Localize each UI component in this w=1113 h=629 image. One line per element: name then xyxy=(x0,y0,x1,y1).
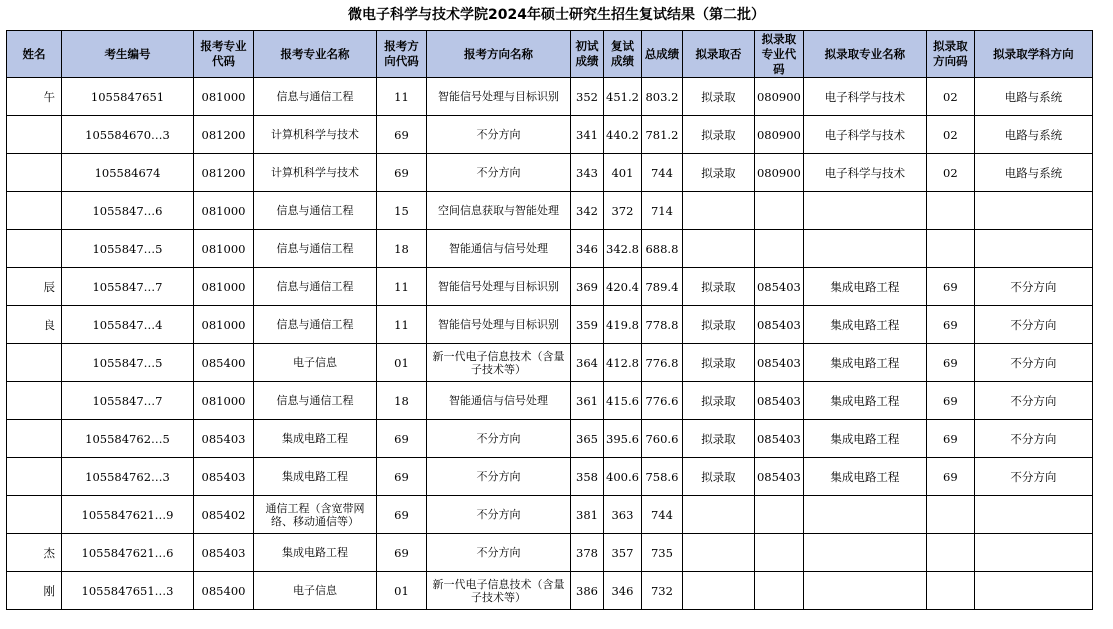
direction-code-cell: 18 xyxy=(377,382,427,420)
admit-major-name-cell xyxy=(803,192,926,230)
admit-major-code-cell: 080900 xyxy=(754,78,803,116)
admit-direction-code-cell: 69 xyxy=(926,420,974,458)
admit-direction-name-cell xyxy=(974,572,1092,610)
total-score-cell: 760.6 xyxy=(641,420,682,458)
major-name-cell: 信息与通信工程 xyxy=(254,192,377,230)
header-direction-code: 报考方向代码 xyxy=(377,31,427,78)
candidate-id-cell: 105584674 xyxy=(62,154,194,192)
direction-name-cell: 不分方向 xyxy=(427,458,571,496)
header-direction-name: 报考方向名称 xyxy=(427,31,571,78)
total-score-cell: 744 xyxy=(641,154,682,192)
admit-major-code-cell: 085403 xyxy=(754,382,803,420)
total-score-cell: 776.8 xyxy=(641,344,682,382)
candidate-id-cell: 1055847…6 xyxy=(62,192,194,230)
candidate-id-cell: 1055847651…3 xyxy=(62,572,194,610)
admit-status-cell: 拟录取 xyxy=(682,306,754,344)
major-code-cell: 085403 xyxy=(194,458,254,496)
direction-code-cell: 11 xyxy=(377,78,427,116)
name-cell: 午 xyxy=(7,78,62,116)
major-name-cell: 计算机科学与技术 xyxy=(254,154,377,192)
admit-direction-code-cell xyxy=(926,230,974,268)
candidate-id-cell: 1055847621…6 xyxy=(62,534,194,572)
admit-direction-code-cell: 69 xyxy=(926,306,974,344)
admit-direction-name-cell: 不分方向 xyxy=(974,420,1092,458)
admit-major-name-cell xyxy=(803,572,926,610)
admit-direction-name-cell: 不分方向 xyxy=(974,268,1092,306)
direction-code-cell: 18 xyxy=(377,230,427,268)
admit-major-name-cell: 电子科学与技术 xyxy=(803,116,926,154)
name-cell xyxy=(7,496,62,534)
header-admit-direction-code: 拟录取方向码 xyxy=(926,31,974,78)
retest-score-cell: 419.8 xyxy=(604,306,642,344)
total-score-cell: 781.2 xyxy=(641,116,682,154)
retest-score-cell: 400.6 xyxy=(604,458,642,496)
header-name: 姓名 xyxy=(7,31,62,78)
table-row xyxy=(7,496,1093,534)
initial-score-cell: 386 xyxy=(571,572,604,610)
candidate-id-cell: 1055847…5 xyxy=(62,230,194,268)
admit-status-cell: 拟录取 xyxy=(682,268,754,306)
retest-score-cell: 401 xyxy=(604,154,642,192)
major-name-cell: 通信工程（含宽带网络、移动通信等） xyxy=(254,496,377,534)
table-row xyxy=(7,268,1093,306)
major-code-cell: 081200 xyxy=(194,116,254,154)
admit-direction-code-cell xyxy=(926,572,974,610)
admit-direction-code-cell: 69 xyxy=(926,382,974,420)
table-row xyxy=(7,458,1093,496)
retest-score-cell: 346 xyxy=(604,572,642,610)
admit-status-cell xyxy=(682,192,754,230)
header-admit-direction-name: 拟录取学科方向 xyxy=(974,31,1092,78)
table-row xyxy=(7,344,1093,382)
admit-major-code-cell: 085403 xyxy=(754,306,803,344)
admit-major-name-cell: 电子科学与技术 xyxy=(803,78,926,116)
major-name-cell: 计算机科学与技术 xyxy=(254,116,377,154)
candidate-id-cell: 105584762…3 xyxy=(62,458,194,496)
direction-name-cell: 不分方向 xyxy=(427,154,571,192)
direction-code-cell: 69 xyxy=(377,116,427,154)
table-row xyxy=(7,78,1093,116)
header-retest-score: 复试成绩 xyxy=(604,31,642,78)
admit-status-cell xyxy=(682,534,754,572)
admit-major-name-cell: 集成电路工程 xyxy=(803,420,926,458)
admit-status-cell: 拟录取 xyxy=(682,78,754,116)
admit-major-code-cell: 085403 xyxy=(754,344,803,382)
retest-score-cell: 395.6 xyxy=(604,420,642,458)
total-score-cell: 758.6 xyxy=(641,458,682,496)
candidate-id-cell: 105584762…5 xyxy=(62,420,194,458)
retest-score-cell: 363 xyxy=(604,496,642,534)
major-name-cell: 集成电路工程 xyxy=(254,458,377,496)
major-code-cell: 081000 xyxy=(194,268,254,306)
name-cell xyxy=(7,116,62,154)
table-row xyxy=(7,572,1093,610)
admit-major-name-cell xyxy=(803,534,926,572)
admit-major-name-cell: 电子科学与技术 xyxy=(803,154,926,192)
name-cell: 刚 xyxy=(7,572,62,610)
major-code-cell: 081200 xyxy=(194,154,254,192)
admit-direction-code-cell: 69 xyxy=(926,458,974,496)
admit-direction-name-cell: 电路与系统 xyxy=(974,78,1092,116)
admit-status-cell: 拟录取 xyxy=(682,154,754,192)
name-cell: 辰 xyxy=(7,268,62,306)
name-cell: 良 xyxy=(7,306,62,344)
admit-direction-name-cell: 电路与系统 xyxy=(974,116,1092,154)
candidate-id-cell: 1055847621…9 xyxy=(62,496,194,534)
direction-name-cell: 智能信号处理与目标识别 xyxy=(427,306,571,344)
header-major-name: 报考专业名称 xyxy=(254,31,377,78)
initial-score-cell: 361 xyxy=(571,382,604,420)
direction-name-cell: 空间信息获取与智能处理 xyxy=(427,192,571,230)
admit-major-name-cell: 集成电路工程 xyxy=(803,306,926,344)
admit-status-cell: 拟录取 xyxy=(682,420,754,458)
name-cell: 杰 xyxy=(7,534,62,572)
admit-direction-code-cell: 02 xyxy=(926,154,974,192)
major-code-cell: 085402 xyxy=(194,496,254,534)
initial-score-cell: 381 xyxy=(571,496,604,534)
major-code-cell: 081000 xyxy=(194,230,254,268)
header-initial-score: 初试成绩 xyxy=(571,31,604,78)
initial-score-cell: 365 xyxy=(571,420,604,458)
initial-score-cell: 343 xyxy=(571,154,604,192)
admit-major-name-cell xyxy=(803,496,926,534)
header-admit-major-name: 拟录取专业名称 xyxy=(803,31,926,78)
admit-major-name-cell: 集成电路工程 xyxy=(803,458,926,496)
admit-direction-code-cell: 69 xyxy=(926,344,974,382)
direction-name-cell: 智能信号处理与目标识别 xyxy=(427,268,571,306)
header-admit-status: 拟录取否 xyxy=(682,31,754,78)
name-cell xyxy=(7,420,62,458)
direction-name-cell: 不分方向 xyxy=(427,496,571,534)
direction-name-cell: 智能通信与信号处理 xyxy=(427,230,571,268)
major-name-cell: 集成电路工程 xyxy=(254,534,377,572)
admit-major-name-cell: 集成电路工程 xyxy=(803,268,926,306)
direction-code-cell: 69 xyxy=(377,458,427,496)
retest-score-cell: 415.6 xyxy=(604,382,642,420)
admit-status-cell: 拟录取 xyxy=(682,344,754,382)
admit-status-cell: 拟录取 xyxy=(682,382,754,420)
table-row xyxy=(7,420,1093,458)
candidate-id-cell: 105584670…3 xyxy=(62,116,194,154)
direction-code-cell: 69 xyxy=(377,154,427,192)
table-row xyxy=(7,192,1093,230)
admit-direction-name-cell xyxy=(974,192,1092,230)
direction-name-cell: 新一代电子信息技术（含量子技术等） xyxy=(427,572,571,610)
retest-score-cell: 372 xyxy=(604,192,642,230)
direction-code-cell: 01 xyxy=(377,344,427,382)
major-name-cell: 电子信息 xyxy=(254,572,377,610)
candidate-id-cell: 1055847651 xyxy=(62,78,194,116)
table-row xyxy=(7,534,1093,572)
major-code-cell: 085403 xyxy=(194,420,254,458)
retest-score-cell: 357 xyxy=(604,534,642,572)
direction-name-cell: 智能信号处理与目标识别 xyxy=(427,78,571,116)
initial-score-cell: 359 xyxy=(571,306,604,344)
direction-code-cell: 11 xyxy=(377,306,427,344)
direction-name-cell: 智能通信与信号处理 xyxy=(427,382,571,420)
major-code-cell: 085403 xyxy=(194,534,254,572)
admit-direction-name-cell xyxy=(974,230,1092,268)
direction-code-cell: 11 xyxy=(377,268,427,306)
admit-status-cell xyxy=(682,230,754,268)
table-row xyxy=(7,306,1093,344)
total-score-cell: 789.4 xyxy=(641,268,682,306)
major-name-cell: 集成电路工程 xyxy=(254,420,377,458)
candidate-id-cell: 1055847…5 xyxy=(62,344,194,382)
direction-code-cell: 01 xyxy=(377,572,427,610)
admit-major-code-cell: 085403 xyxy=(754,420,803,458)
admit-direction-code-cell xyxy=(926,534,974,572)
retest-score-cell: 342.8 xyxy=(604,230,642,268)
retest-score-cell: 440.2 xyxy=(604,116,642,154)
direction-name-cell: 不分方向 xyxy=(427,116,571,154)
initial-score-cell: 342 xyxy=(571,192,604,230)
major-name-cell: 电子信息 xyxy=(254,344,377,382)
table-header-row xyxy=(7,31,1093,78)
total-score-cell: 732 xyxy=(641,572,682,610)
direction-name-cell: 新一代电子信息技术（含量子技术等） xyxy=(427,344,571,382)
candidate-id-cell: 1055847…7 xyxy=(62,382,194,420)
name-cell xyxy=(7,192,62,230)
admit-major-code-cell xyxy=(754,572,803,610)
retest-score-cell: 412.8 xyxy=(604,344,642,382)
direction-code-cell: 69 xyxy=(377,496,427,534)
page-title: 微电子科学与技术学院2024年硕士研究生招生复试结果（第二批） xyxy=(348,7,765,23)
admit-status-cell xyxy=(682,572,754,610)
admit-direction-name-cell: 不分方向 xyxy=(974,306,1092,344)
initial-score-cell: 346 xyxy=(571,230,604,268)
admit-major-name-cell: 集成电路工程 xyxy=(803,344,926,382)
admit-direction-code-cell: 69 xyxy=(926,268,974,306)
major-name-cell: 信息与通信工程 xyxy=(254,230,377,268)
admit-direction-name-cell: 不分方向 xyxy=(974,458,1092,496)
retest-score-cell: 420.4 xyxy=(604,268,642,306)
header-candidate-id: 考生编号 xyxy=(62,31,194,78)
major-name-cell: 信息与通信工程 xyxy=(254,306,377,344)
initial-score-cell: 358 xyxy=(571,458,604,496)
name-cell xyxy=(7,382,62,420)
direction-name-cell: 不分方向 xyxy=(427,420,571,458)
candidate-id-cell: 1055847…4 xyxy=(62,306,194,344)
candidate-id-cell: 1055847…7 xyxy=(62,268,194,306)
direction-code-cell: 69 xyxy=(377,420,427,458)
admit-major-code-cell xyxy=(754,192,803,230)
major-code-cell: 085400 xyxy=(194,344,254,382)
admit-major-code-cell xyxy=(754,534,803,572)
header-total-score: 总成绩 xyxy=(641,31,682,78)
initial-score-cell: 364 xyxy=(571,344,604,382)
admit-direction-code-cell xyxy=(926,496,974,534)
admit-major-code-cell xyxy=(754,496,803,534)
table-row xyxy=(7,116,1093,154)
admit-direction-code-cell: 02 xyxy=(926,78,974,116)
direction-name-cell: 不分方向 xyxy=(427,534,571,572)
major-code-cell: 081000 xyxy=(194,306,254,344)
admit-direction-name-cell: 不分方向 xyxy=(974,382,1092,420)
admit-direction-name-cell xyxy=(974,496,1092,534)
admit-major-name-cell xyxy=(803,230,926,268)
initial-score-cell: 352 xyxy=(571,78,604,116)
admit-major-code-cell: 085403 xyxy=(754,458,803,496)
total-score-cell: 735 xyxy=(641,534,682,572)
admit-direction-code-cell: 02 xyxy=(926,116,974,154)
header-major-code: 报考专业代码 xyxy=(194,31,254,78)
admit-direction-code-cell xyxy=(926,192,974,230)
table-row xyxy=(7,154,1093,192)
major-name-cell: 信息与通信工程 xyxy=(254,78,377,116)
total-score-cell: 688.8 xyxy=(641,230,682,268)
total-score-cell: 778.8 xyxy=(641,306,682,344)
admit-direction-name-cell: 电路与系统 xyxy=(974,154,1092,192)
initial-score-cell: 341 xyxy=(571,116,604,154)
admit-direction-name-cell xyxy=(974,534,1092,572)
admit-direction-name-cell: 不分方向 xyxy=(974,344,1092,382)
admit-major-code-cell: 080900 xyxy=(754,116,803,154)
admit-major-code-cell: 080900 xyxy=(754,154,803,192)
major-code-cell: 085400 xyxy=(194,572,254,610)
total-score-cell: 714 xyxy=(641,192,682,230)
major-code-cell: 081000 xyxy=(194,382,254,420)
admit-status-cell: 拟录取 xyxy=(682,458,754,496)
admit-status-cell: 拟录取 xyxy=(682,116,754,154)
name-cell xyxy=(7,458,62,496)
admit-major-code-cell: 085403 xyxy=(754,268,803,306)
results-table xyxy=(6,30,1093,610)
total-score-cell: 776.6 xyxy=(641,382,682,420)
direction-code-cell: 15 xyxy=(377,192,427,230)
name-cell xyxy=(7,230,62,268)
initial-score-cell: 369 xyxy=(571,268,604,306)
admit-major-name-cell: 集成电路工程 xyxy=(803,382,926,420)
table-row xyxy=(7,382,1093,420)
header-admit-major-code: 拟录取专业代码 xyxy=(754,31,803,78)
major-code-cell: 081000 xyxy=(194,192,254,230)
retest-score-cell: 451.2 xyxy=(604,78,642,116)
table-row xyxy=(7,230,1093,268)
admit-major-code-cell xyxy=(754,230,803,268)
total-score-cell: 744 xyxy=(641,496,682,534)
major-name-cell: 信息与通信工程 xyxy=(254,382,377,420)
major-code-cell: 081000 xyxy=(194,78,254,116)
direction-code-cell: 69 xyxy=(377,534,427,572)
name-cell xyxy=(7,344,62,382)
admit-status-cell xyxy=(682,496,754,534)
major-name-cell: 信息与通信工程 xyxy=(254,268,377,306)
name-cell xyxy=(7,154,62,192)
initial-score-cell: 378 xyxy=(571,534,604,572)
total-score-cell: 803.2 xyxy=(641,78,682,116)
